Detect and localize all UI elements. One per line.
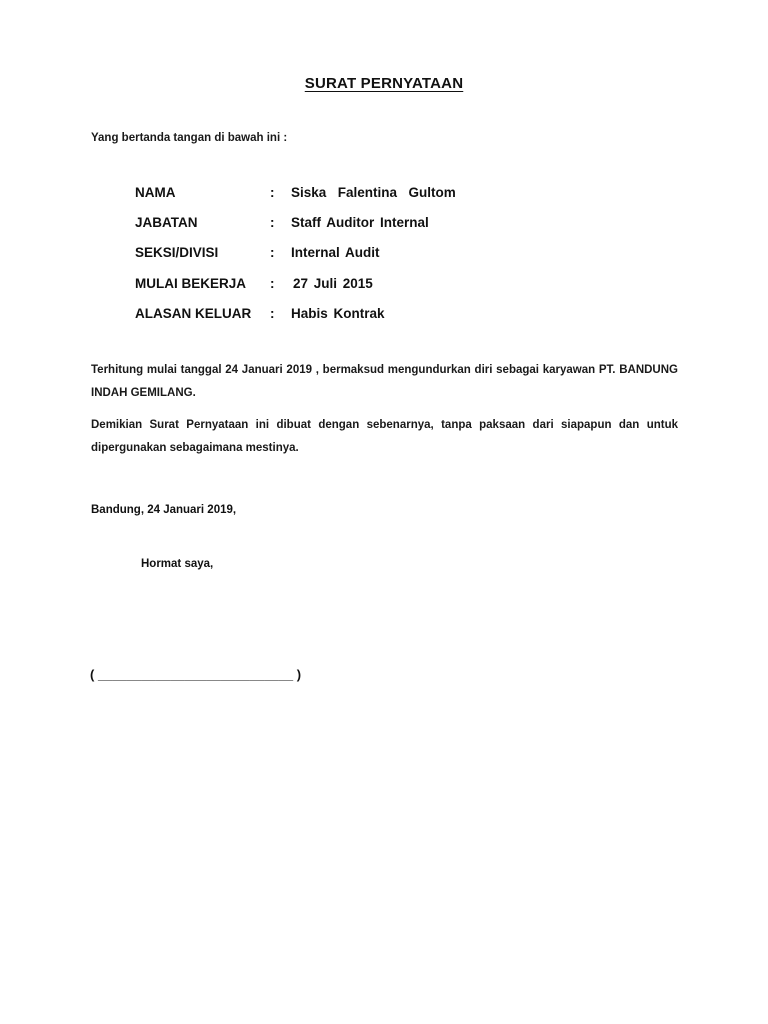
field-row-seksi-divisi [135,245,535,275]
field-colon: : [270,245,275,261]
field-label: MULAI BEKERJA [135,275,247,291]
field-value: Staff Auditor Internal [291,215,429,231]
field-label: JABATAN [135,215,198,231]
field-colon: : [270,215,275,231]
document-title-text: SURAT PERNYATAAN [304,75,464,92]
field-row-mulai-bekerja [135,276,535,306]
statement-paragraph: Terhitung mulai tanggal 24 Januari 2019 , bermaksud mengundurkan diri sebagai karyawan PT. BANDUNG INDAH GEMILANG. [91,364,678,399]
place-date: Bandung, 24 Januari 2019, [91,504,237,516]
field-row-jabatan [135,215,535,245]
field-label: NAMA [135,185,176,200]
field-value: 27 Juli 2015 [293,275,373,291]
signature-line: ( ___________________________ ) [90,667,302,682]
field-label: ALASAN KELUAR [135,305,252,321]
field-colon: : [270,275,275,291]
closing-salutation: Hormat saya, [141,558,214,570]
field-value: Internal Audit [291,245,380,261]
field-colon: : [270,185,275,200]
field-value: Siska Falentina Gultom [291,185,456,200]
field-colon: : [270,305,275,321]
field-value: Habis Kontrak [291,305,385,321]
field-label: SEKSI/DIVISI [135,245,219,261]
document-title [0,75,768,92]
intro-text: Yang bertanda tangan di bawah ini : [91,132,288,144]
field-row-nama [135,185,535,215]
field-row-alasan-keluar [135,306,535,336]
closing-paragraph: Demikian Surat Pernyataan ini dibuat dengan sebenarnya, tanpa paksaan dari siapapun dan untuk dipergunakan sebagaimana mestinya. [91,419,678,454]
identity-fields [135,185,535,336]
